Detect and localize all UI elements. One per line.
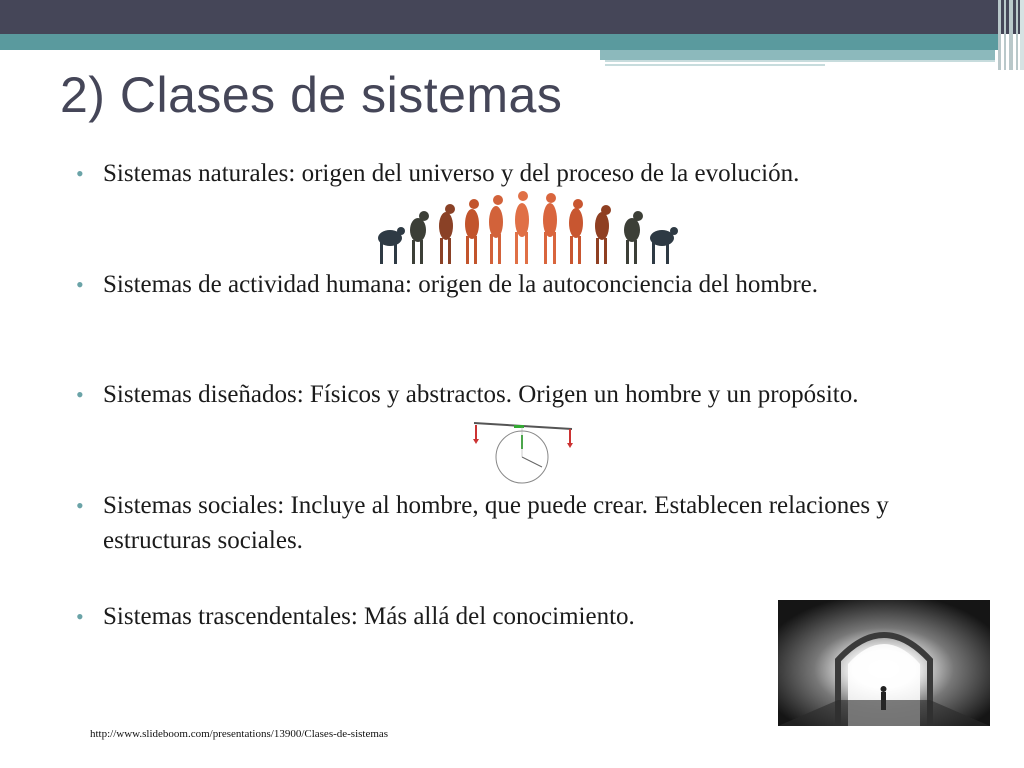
source-link[interactable]: http://www.slideboom.com/presentations/13900/Clases-de-sistemas [90, 728, 389, 740]
bullet-text: Sistemas sociales: Incluye al hombre, que puede crear. Establecen relaciones y estructuras sociales. [103, 492, 889, 554]
hominid-figure [624, 211, 643, 264]
bullet-dot: • [76, 604, 84, 629]
hominid-figure [595, 205, 611, 264]
bullet-dot: • [76, 161, 84, 186]
slide-title: 2) Clases de sistemas [60, 67, 563, 123]
header-decoration [998, 0, 1024, 70]
tunnel-photo [778, 600, 990, 726]
bullet-text: Sistemas de actividad humana: origen de la autoconciencia del hombre. [103, 271, 819, 298]
header-line [605, 60, 995, 62]
hominid-figure [465, 199, 479, 264]
header-band-dark [0, 0, 1024, 34]
hominid-figure [515, 191, 529, 264]
hominid-figure [650, 227, 678, 264]
header-band-teal [0, 34, 1000, 50]
hominid-figure [378, 227, 405, 264]
header-line [605, 64, 825, 66]
bullet-dot: • [76, 382, 84, 407]
bullet-item [76, 267, 963, 302]
bullet-text: Sistemas naturales: origen del universo y del proceso de la evolución. [103, 160, 800, 187]
hominid-figure [410, 211, 429, 264]
bullet-item [76, 488, 963, 558]
bullet-text: Sistemas trascendentales: Más allá del conocimiento. [103, 603, 635, 630]
hominid-figure [439, 204, 455, 264]
header-band-teal-light [600, 50, 995, 60]
evolution-illustration [368, 186, 688, 266]
bullet-dot: • [76, 272, 84, 297]
hominid-figure [543, 193, 557, 264]
bullet-text: Sistemas diseñados: Físicos y abstractos. Origen un hombre y un propósito. [103, 381, 859, 408]
bullet-dot: • [76, 493, 84, 518]
lever-diagram [470, 415, 576, 485]
hominid-figure [569, 199, 583, 264]
hominid-figure [489, 195, 503, 264]
bullet-item [76, 377, 963, 412]
